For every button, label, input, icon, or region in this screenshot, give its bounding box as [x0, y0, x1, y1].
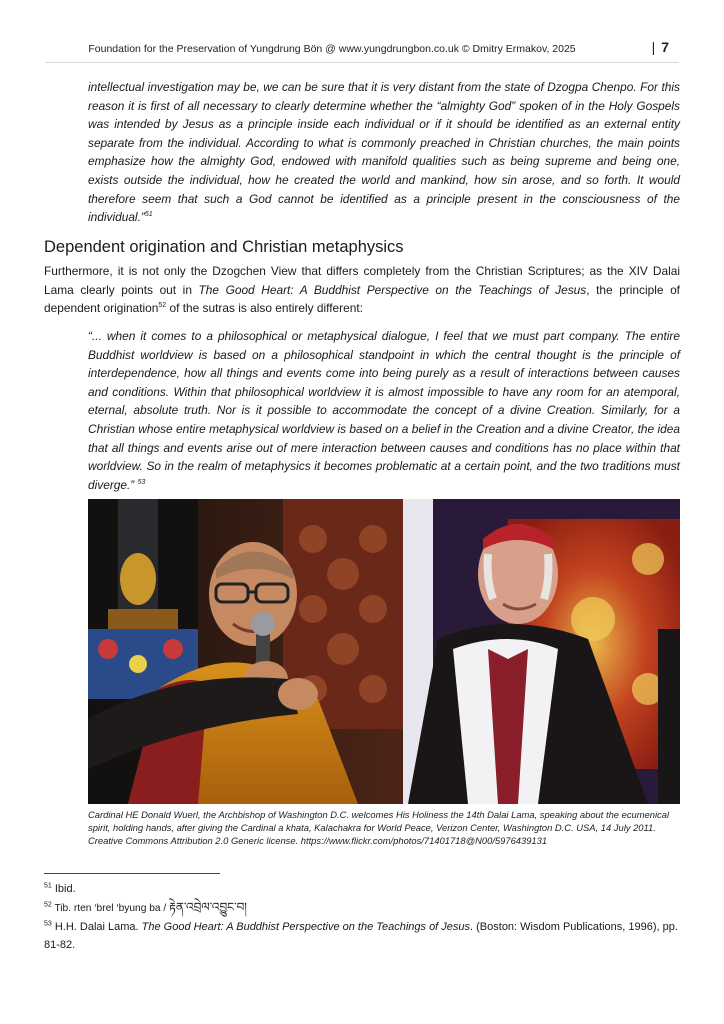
quote-1-text: intellectual investigation may be, we can be sure that it is very distant from the state of Dzogpa Chenpo. For this reason it is first of all necessary to clearly determine whether the “almighty God” spoken of in the Holy Gospels was intended by Jesus as a principle inside each individual or if it should be identified as an external entity separate from the individual. According to what is commonly preached in Christian churches, the main points emphasize how the almighty God, endowed with manifold qualities such as being supreme and being one, exists outside the individual, how he created the world and mankind, how sin arose, and so forth. It would therefore seem that such a God cannot be identified as a principle present in the consciousness of the individual.” [88, 80, 680, 225]
footnote-divider [44, 873, 220, 874]
page-number-value: 7 [661, 39, 669, 55]
caption-license: Creative Commons Attribution 2.0 Generic license. https://www.flickr.com/photos/71401718@N00/5976439131 [88, 835, 548, 847]
caption-text: Cardinal HE Donald Wuerl, the Archbishop of Washington D.C. welcomes His Holiness the 14th Dalai Lama, speaking about the ecumenical spirit, holding hands, after giving the Cardinal a khata, Kalachakra for World Peace, Verizon Center, Washington D.C. USA, 14 July 2011. [88, 809, 670, 834]
quote-2-text: “... when it comes to a philosophical or metaphysical dialogue, I feel that we must part company. The entire Buddhist worldview is based on a philosophical standpoint in which the central thought is the principle of interdependence, how all things and events come into being purely as a result of interactions between causes and conditions. Within that philosophical worldview it is almost impossible to have any room for an atemporal, eternal, absolute truth. Nor is it possible to accommodate the concept of a divine Creation. Similarly, for a Christian whose entire metaphysical worldview is based on a belief in the Creation and a divine Creator, the idea that all things and events arise out of mere interaction between causes and conditions has no place within that worldview. So in the realm of metaphysics it becomes problematic at a certain point, and the two traditions must diverge.” [88, 329, 680, 492]
footnote-53 [44, 918, 680, 954]
quote-block-2 [88, 327, 680, 494]
footnote-52-tibetan: རྟེན་འབྲེལ་འབྱུང་བ། [169, 900, 247, 914]
body-text [44, 262, 680, 318]
section-heading: Dependent origination and Christian metaphysics [44, 238, 404, 256]
footnote-51-number: 51 [44, 882, 52, 890]
quote-block-1 [88, 78, 680, 227]
footnote-53-suffix: . (Boston: Wisdom Publications, 1996), pp. 81-82. [44, 921, 678, 951]
footnote-ref-51[interactable]: 51 [144, 211, 153, 219]
body-text-part3: of the sutras is also entirely different: [166, 301, 363, 316]
footnote-52 [44, 898, 680, 918]
footnote-ref-52[interactable]: 52 [158, 302, 167, 310]
body-text-part1: Furthermore, it is not only the Dzogchen View that differs completely from the Christian Scriptures; as the XIV Dalai Lama clearly points out in [44, 264, 680, 297]
footnote-53-number: 53 [44, 920, 52, 928]
footnote-53-prefix: H.H. Dalai Lama. [54, 921, 142, 933]
footnote-52-text: Tib. rten ‘brel ‘byung ba / [54, 903, 170, 914]
footnote-52-number: 52 [44, 901, 52, 909]
quote-2-paragraph [88, 327, 680, 494]
body-text-part2: , the principle of dependent origination [44, 282, 680, 316]
quote-1-paragraph [88, 78, 680, 227]
page-number: | 7 [651, 39, 669, 55]
footnote-53-title: The Good Heart: A Buddhist Perspective on the Teachings of Jesus [141, 921, 471, 933]
photo-illustration [88, 499, 680, 804]
page-header [45, 36, 679, 63]
footnote-51 [44, 880, 680, 898]
header-text: Foundation for the Preservation of Yungdrung Bön @ www.yungdrungbon.co.uk © Dmitry Ermakov, 2025 [88, 43, 576, 55]
footnote-51-text: Ibid. [54, 883, 76, 895]
body-paragraph [44, 262, 680, 318]
book-title: The Good Heart: A Buddhist Perspective on the Teachings of Jesus [198, 282, 587, 297]
photo-dalai-lama-and-cardinal [88, 499, 680, 804]
footnotes [44, 880, 680, 954]
photo-caption [88, 808, 684, 848]
footnote-ref-53[interactable]: 53 [137, 478, 146, 486]
